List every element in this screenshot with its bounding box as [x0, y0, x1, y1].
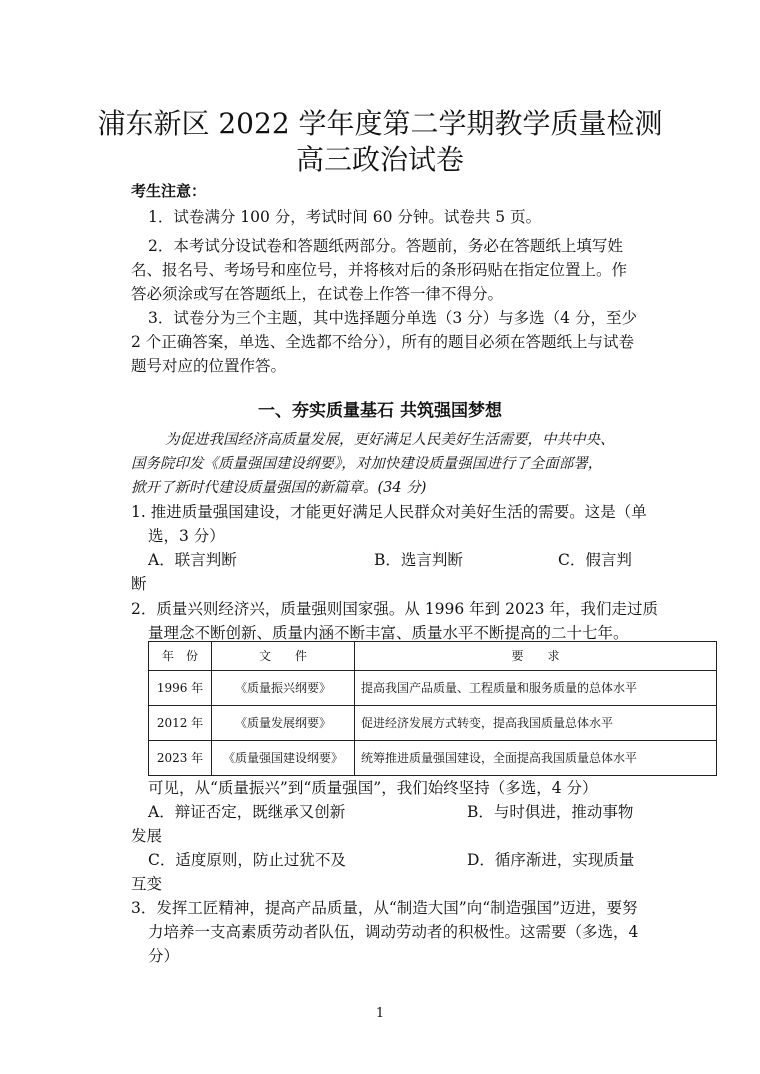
table-cell-year: 2023 年: [149, 741, 212, 776]
q1-stem-line-1: 1. 推进质量强国建设，才能更好满足人民群众对美好生活的需要。这是（单: [131, 503, 647, 521]
table-header-year: 年 份: [149, 642, 212, 671]
notice-heading: 考生注意：: [131, 182, 207, 200]
section-intro-line-2: 国务院印发《质量强国建设纲要》，对加快建设质量强国进行了全面部署，: [131, 456, 603, 472]
table-cell-year: 1996 年: [149, 671, 212, 706]
table-cell-requirement: 促进经济发展方式转变，提高我国质量总体水平: [355, 706, 717, 741]
q2-stem-line-1: 2．质量兴则经济兴，质量强则国家强。从 1996 年到 2023 年，我们走过质: [131, 600, 658, 618]
q2-option-c: C．适度原则，防止过犹不及: [148, 851, 346, 869]
section-intro-line-3: 掀开了新时代建设质量强国的新篇章。(34 分): [131, 480, 427, 496]
q1-option-c-wrap: 断: [131, 575, 147, 593]
table-cell-document: 《质量振兴纲要》: [212, 671, 355, 706]
notice-line-6: 2 个正确答案，单选、全选都不给分），所有的题目必须在答题纸上与试卷: [131, 333, 635, 351]
q3-stem-line-3: 分）: [148, 947, 180, 965]
table-cell-document: 《质量强国建设纲要》: [212, 741, 355, 776]
table-header-document: 文 件: [212, 642, 355, 671]
notice-line-3: 名、报名号、考场号和座位号，并将核对后的条形码贴在指定位置上。作: [131, 261, 628, 279]
section-intro-line-1: 为促进我国经济高质量发展，更好满足人民美好生活需要，中共中央、: [165, 432, 615, 448]
page-number: 1: [375, 1006, 385, 1021]
q2-after-table: 可见，从“质量振兴”到“质量强国”，我们始终坚持（多选，4 分）: [148, 779, 598, 797]
notice-line-1: 1．试卷满分 100 分，考试时间 60 分钟。试卷共 5 页。: [148, 208, 542, 226]
table-row: [149, 671, 717, 706]
q3-stem-line-2: 力培养一支高素质劳动者队伍，调动劳动者的积极性。这需要（多选，4: [148, 923, 639, 941]
table-header-row: [149, 642, 717, 671]
notice-line-2: 2．本考试分设试卷和答题纸两部分。答题前，务必在答题纸上填写姓: [148, 237, 623, 255]
notice-line-7: 题号对应的位置作答。: [131, 357, 287, 375]
notice-line-5: 3．试卷分为三个主题，其中选择题分单选（3 分）与多选（4 分，至少: [148, 309, 637, 327]
notice-line-4: 答必须涂或写在答题纸上，在试卷上作答一律不得分。: [131, 285, 504, 303]
table-header-requirement: 要 求: [355, 642, 717, 671]
q3-stem-line-1: 3．发挥工匠精神，提高产品质量，从“制造大国”向“制造强国”迈进，要努: [131, 899, 638, 917]
q1-option-a: A．联言判断: [148, 551, 237, 569]
q1-option-c: C．假言判: [558, 551, 632, 569]
q2-option-d-wrap: 互变: [131, 875, 163, 893]
q2-option-a: A．辩证否定，既继承又创新: [148, 803, 346, 821]
table-row: [149, 706, 717, 741]
table-cell-requirement: 统筹推进质量强国建设，全面提高我国质量总体水平: [355, 741, 717, 776]
table-cell-requirement: 提高我国产品质量、工程质量和服务质量的总体水平: [355, 671, 717, 706]
q2-option-d: D．循序渐进，实现质量: [467, 851, 635, 869]
q2-stem-line-2: 量理念不断创新、质量内涵不断丰富、质量水平不断提高的二十七年。: [148, 624, 629, 642]
q2-option-b: B．与时俱进，推动事物: [467, 803, 634, 821]
table-cell-year: 2012 年: [149, 706, 212, 741]
table-row: [149, 741, 717, 776]
section-title: 一、夯实质量基石 共筑强国梦想: [258, 401, 502, 421]
q2-option-b-wrap: 发展: [131, 827, 163, 845]
q1-option-b: B．选言判断: [374, 551, 463, 569]
table-cell-document: 《质量发展纲要》: [212, 706, 355, 741]
q1-stem-line-2: 选，3 分）: [148, 527, 225, 545]
requirements-table: [148, 641, 717, 776]
exam-title: 浦东新区 2022 学年度第二学期教学质量检测: [97, 107, 663, 140]
exam-subtitle: 高三政治试卷: [295, 143, 464, 176]
